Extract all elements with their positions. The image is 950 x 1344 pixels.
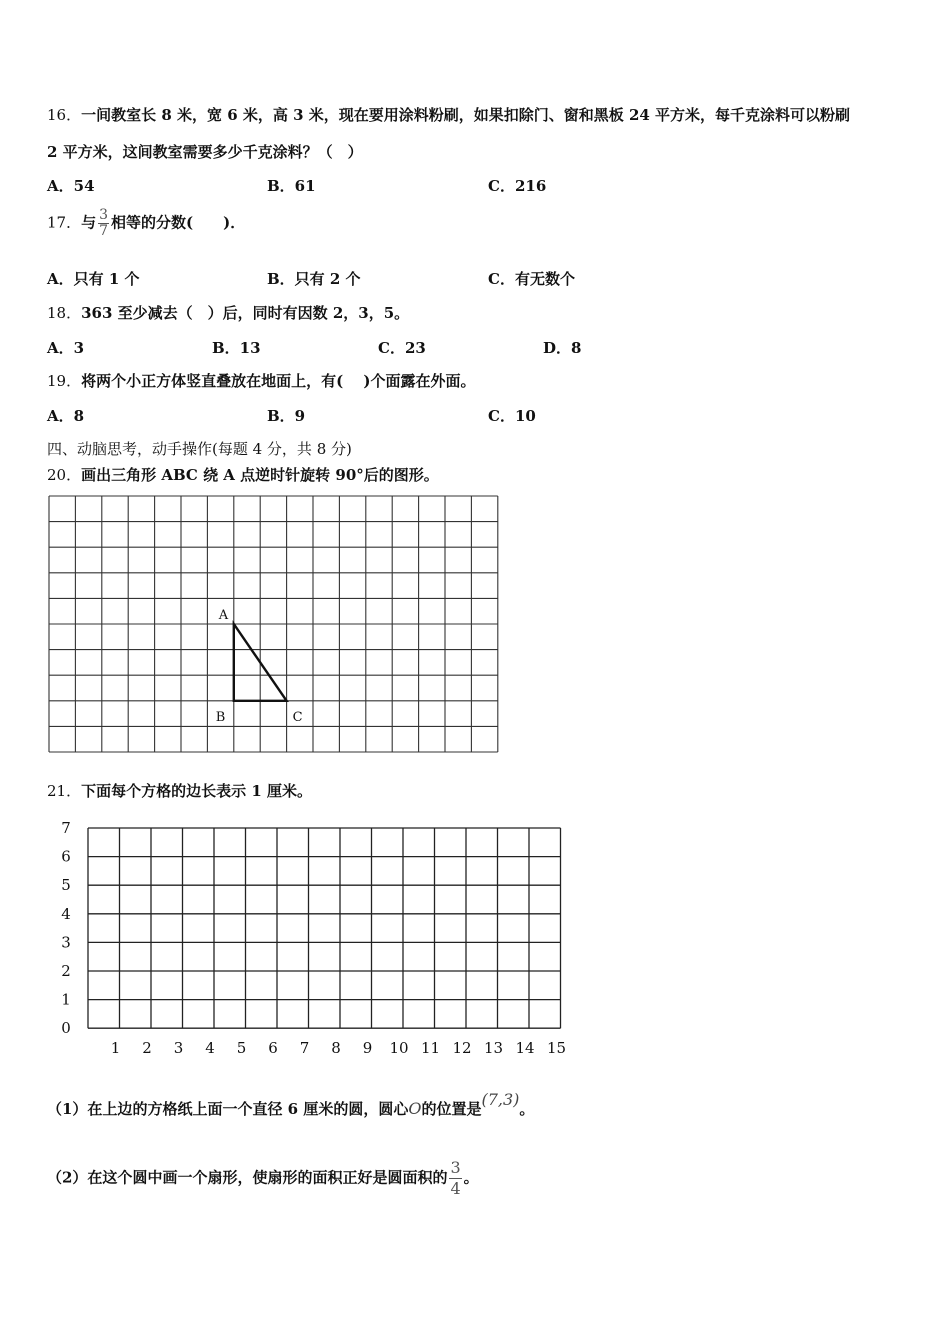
q21-x-label: 4 — [205, 1039, 215, 1058]
q21-x-label: 6 — [268, 1039, 278, 1058]
q19-line — [47, 370, 476, 391]
q21-x-label: 3 — [173, 1039, 184, 1058]
q21-sub2-frac-den: 4 — [450, 1179, 461, 1198]
vertex-label-c: C — [292, 709, 303, 725]
q21-x-label: 12 — [452, 1039, 472, 1058]
q19-number: 19． — [47, 372, 82, 390]
section-4-heading: 四、动脑思考，动手操作(每题 4 分，共 8 分) — [47, 440, 352, 458]
vertex-label-a: A — [218, 608, 229, 623]
q21-sub1-mid: 的位置是 — [421, 1100, 482, 1118]
q18-option-c[interactable]: C．23 — [378, 339, 426, 357]
q21-line — [47, 780, 312, 801]
q21-sub2-prefix: （2）在这个圆中画一个扇形，使扇形的面积正好是圆面积的 — [47, 1168, 448, 1187]
q21-sub1-end: 。 — [519, 1100, 535, 1118]
q16-number: 16． — [47, 106, 82, 124]
q21-x-label: 2 — [142, 1039, 152, 1058]
q21-y-label: 4 — [61, 904, 71, 923]
q17-fraction — [98, 208, 109, 239]
q21-sub1 — [47, 1090, 535, 1119]
q16-line1 — [47, 104, 850, 125]
q21-sub2 — [47, 1158, 479, 1199]
q21-number: 21． — [47, 782, 82, 800]
q17-number: 17． — [47, 213, 82, 232]
q21-sub2-fraction — [449, 1158, 461, 1199]
q17-option-a[interactable]: A．只有 1 个 — [47, 270, 140, 288]
q21-sub1-var: O — [408, 1099, 422, 1118]
q17-line — [47, 208, 245, 239]
q21-sub1-prefix: （1）在上边的方格纸上面一个直径 6 厘米的圆，圆心 — [47, 1100, 409, 1118]
q19-option-b[interactable]: B．9 — [267, 407, 306, 425]
q20-line — [47, 464, 439, 485]
q21-text: 下面每个方格的边长表示 1 厘米。 — [81, 782, 312, 800]
q16-option-c[interactable]: C．216 — [488, 177, 547, 195]
q21-x-label: 7 — [299, 1039, 310, 1058]
q16-text-line2: 2 平方米，这间教室需要多少千克涂料？（ ） — [47, 143, 363, 161]
q17-suffix: 相等的分数( )． — [111, 213, 246, 232]
q17-option-b[interactable]: B．只有 2 个 — [267, 270, 361, 288]
q16-option-b[interactable]: B．61 — [267, 177, 316, 195]
q18-number: 18． — [47, 304, 82, 322]
q18-option-a[interactable]: A．3 — [47, 339, 85, 357]
q21-y-label: 3 — [61, 933, 71, 952]
q17-frac-den: 7 — [99, 223, 109, 239]
q21-x-label: 13 — [483, 1039, 504, 1058]
q21-sub2-end: 。 — [463, 1168, 479, 1187]
q21-sub1-coord: (7,3) — [481, 1090, 520, 1109]
q21-x-label: 11 — [420, 1039, 441, 1058]
q16-text-line1: 一间教室长 8 米，宽 6 米，高 3 米，现在要用涂料粉刷，如果扣除门、窗和黑板 24 平方米，每千克涂料可以粉刷 — [81, 106, 851, 124]
q17-frac-num: 3 — [99, 207, 109, 223]
q21-grid[interactable] — [50, 812, 580, 1062]
q18-line — [47, 302, 409, 323]
q21-y-label: 2 — [61, 962, 71, 980]
q21-x-label: 14 — [515, 1039, 535, 1058]
q17-option-c[interactable]: C．有无数个 — [488, 270, 575, 288]
q17-prefix: 与 — [81, 213, 97, 232]
q21-y-label: 0 — [61, 1019, 71, 1038]
q21-y-label: 7 — [61, 819, 71, 837]
vertex-label-b: B — [215, 709, 226, 725]
q21-y-label: 1 — [61, 990, 71, 1009]
q21-x-label: 8 — [331, 1039, 341, 1058]
q21-x-label: 1 — [110, 1039, 121, 1058]
q21-x-label: 10 — [389, 1039, 409, 1058]
q21-y-label: 5 — [61, 876, 71, 895]
q21-y-label: 6 — [61, 847, 71, 866]
q18-option-b[interactable]: B．13 — [212, 339, 261, 357]
q18-text: 363 至少减去（ ）后，同时有因数 2，3，5。 — [81, 304, 410, 322]
q21-x-label: 9 — [362, 1039, 373, 1058]
q19-option-a[interactable]: A．8 — [47, 407, 85, 425]
q20-grid[interactable] — [40, 490, 510, 760]
q19-option-c[interactable]: C．10 — [488, 407, 536, 425]
q20-text: 画出三角形 ABC 绕 A 点逆时针旋转 90°后的图形。 — [81, 466, 439, 484]
q21-x-label: 5 — [236, 1039, 247, 1058]
q21-sub2-frac-num: 3 — [450, 1158, 461, 1177]
q18-option-d[interactable]: D．8 — [543, 339, 582, 357]
q19-text: 将两个小正方体竖直叠放在地面上，有( )个面露在外面。 — [81, 372, 476, 390]
q21-x-label: 15 — [546, 1039, 567, 1058]
q16-option-a[interactable]: A．54 — [47, 177, 95, 195]
q20-number: 20． — [47, 466, 82, 484]
